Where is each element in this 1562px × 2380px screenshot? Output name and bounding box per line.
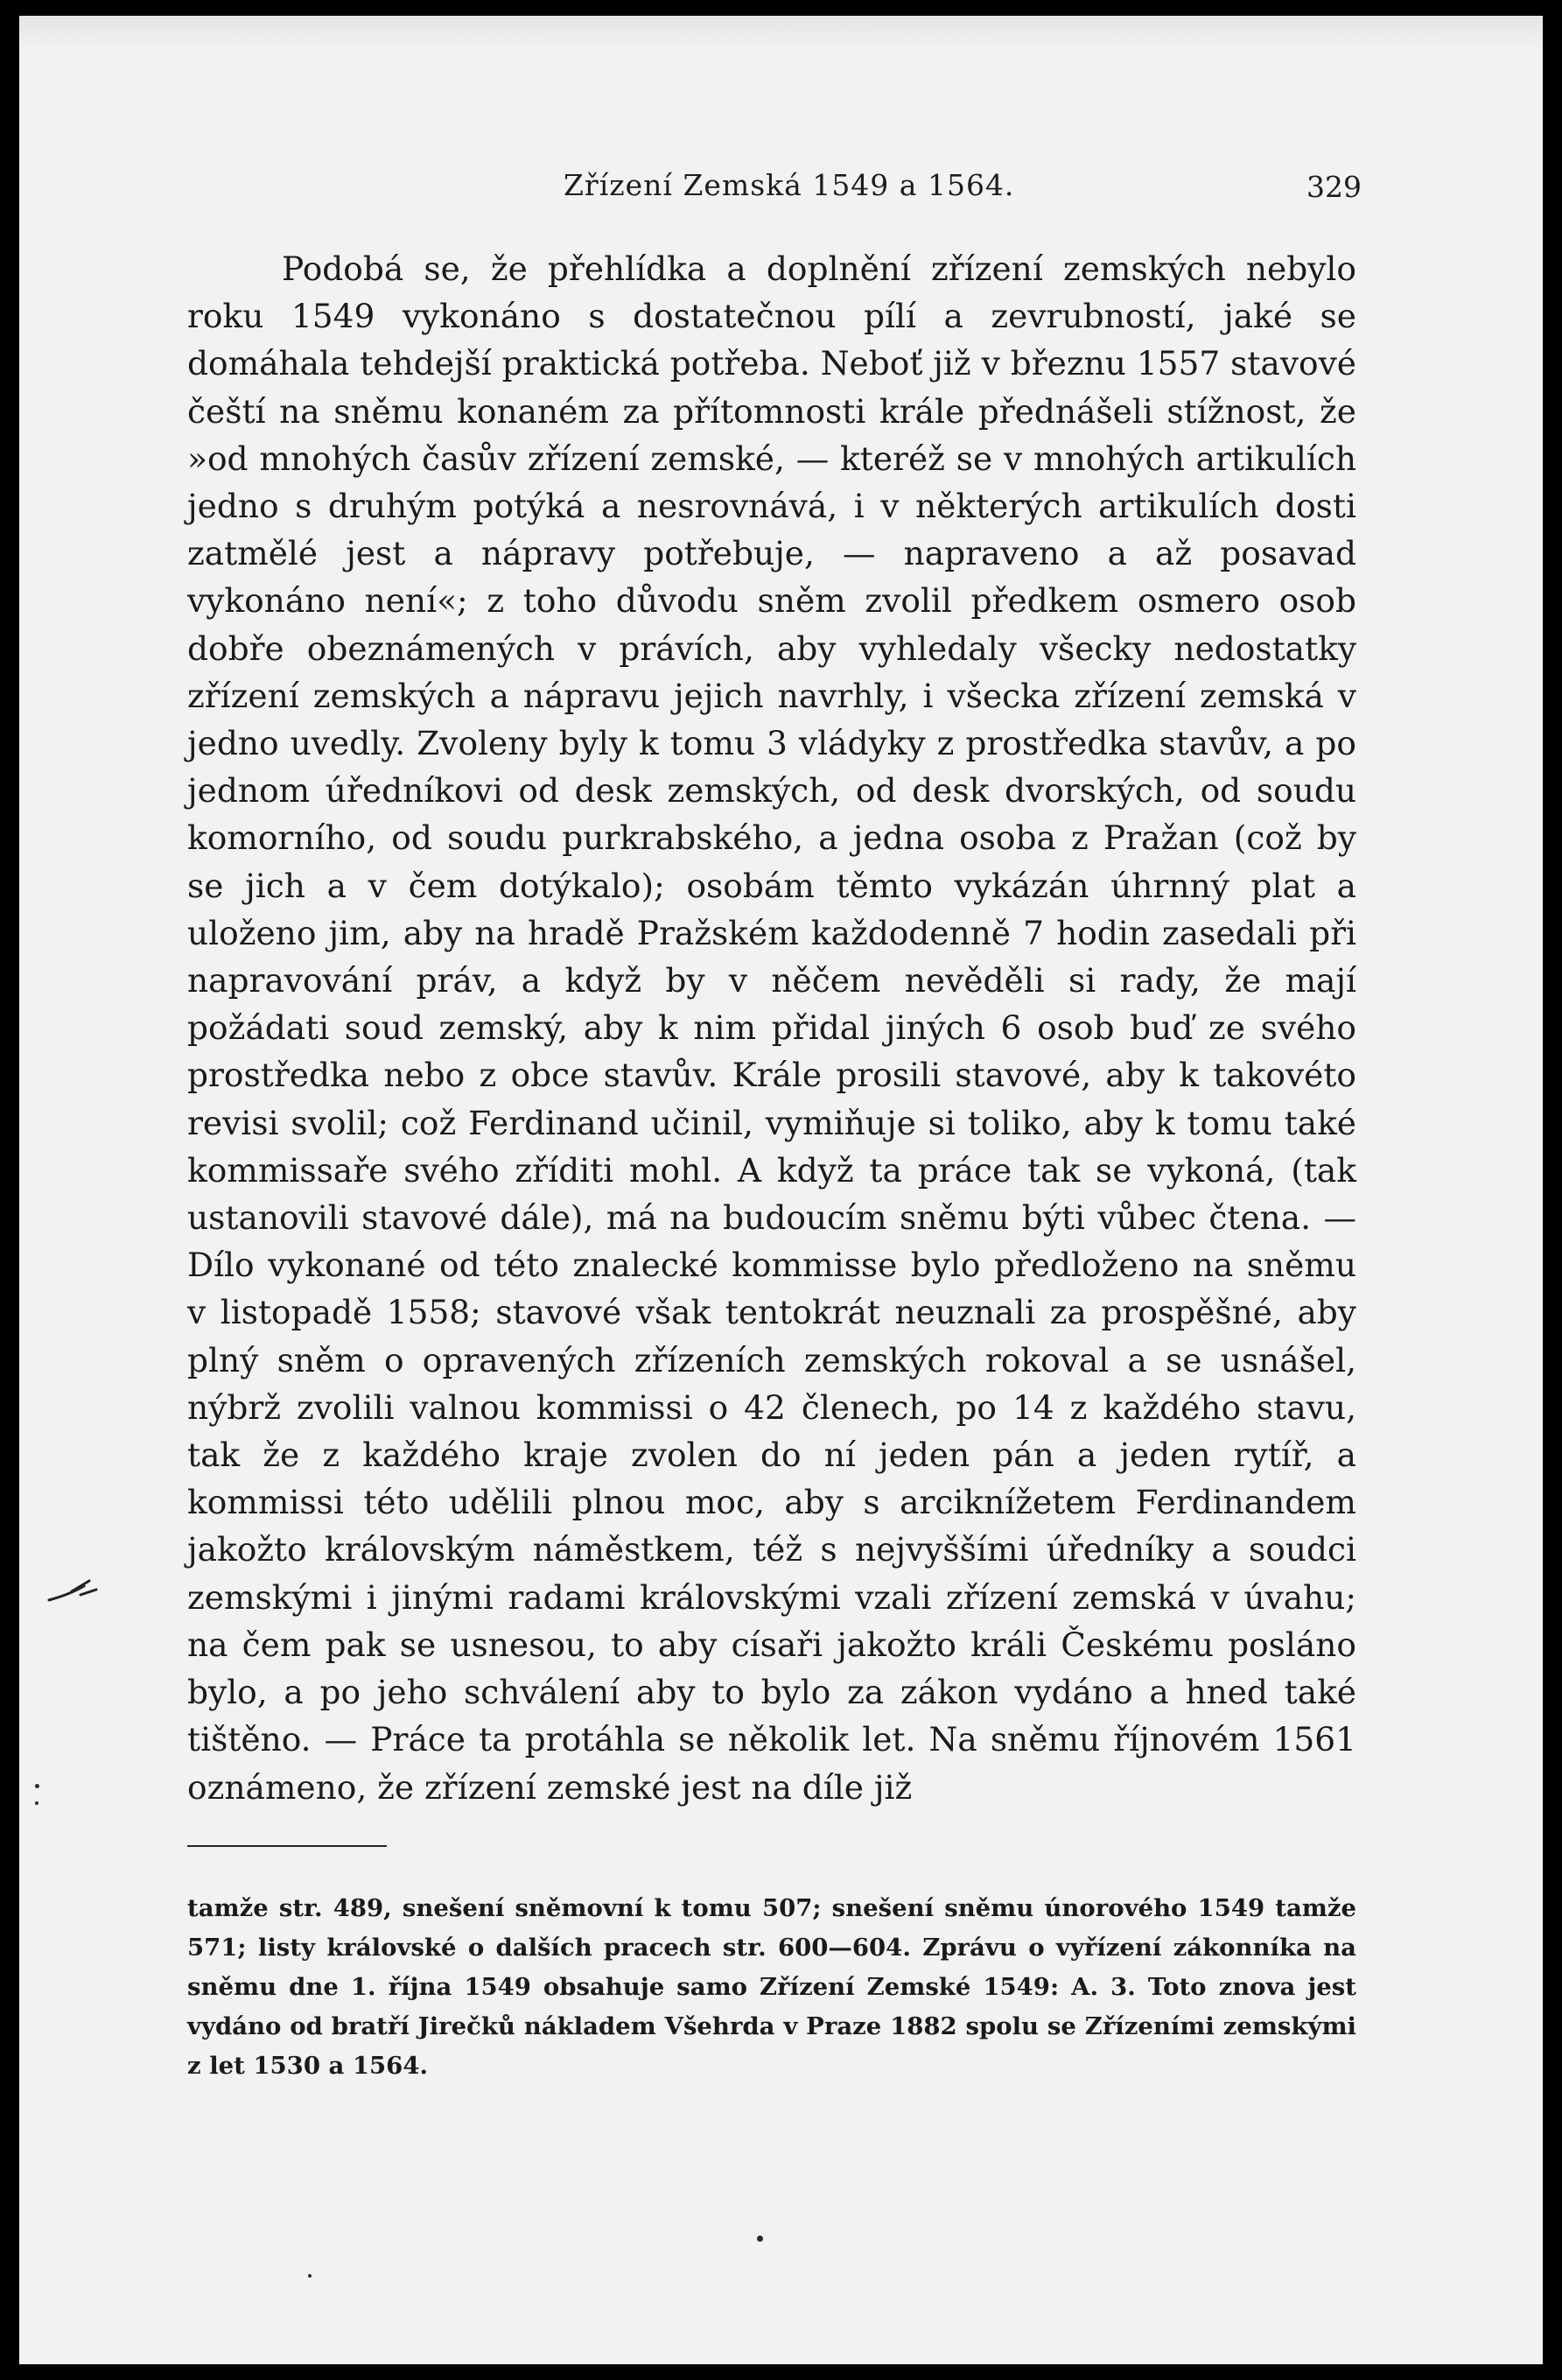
footnote-text: tamže str. 489, snešení sněmovní k tomu 507; snešení sněmu únorového 1549 tamže 571; listy královské o dalších pracech str. 600—604. Zprávu o vyřízení zákonníka na sněmu dne 1. října 1549 obsahuje samo Zřízení Zemské 1549: A. 3. Toto znova jest vydáno od bratří Jirečků nákladem Všehrda v Praze 1882 spolu se Zřízeními zemskými z let 1530 a 1564. <box>187 1894 1356 2080</box>
scan-edge-shadow <box>19 16 1543 51</box>
page-header <box>19 156 1543 208</box>
footnote-separator-rule <box>187 1845 387 1847</box>
margin-dot-2 <box>35 1801 39 1805</box>
running-title: Zřízení Zemská 1549 a 1564. <box>564 168 1015 202</box>
margin-pencil-mark-icon <box>46 1574 107 1609</box>
book-page <box>19 16 1543 2364</box>
page-number: 329 <box>1306 170 1362 204</box>
bottom-left-dot <box>308 2274 312 2278</box>
body-paragraph: Podobá se, že přehlídka a doplnění zřízení zemských nebylo roku 1549 vykonáno s dostatečnou pílí a zevrubností, jaké se domáhala tehdejší praktická potřeba. Neboť již v březnu 1557 stavové čeští na sněmu konaném za přítomnosti krále přednášeli stížnost, že »od mnohých časův zřízení zemské, — kteréž se v mnohých artikulích jedno s druhým potýká a nesrovnává, i v některých artikulích dosti zatmělé jest a nápravy potřebuje, — napraveno a až posavad vykonáno není«; z toho důvodu sněm zvolil předkem osmero osob dobře obeznámených v právích, aby vyhledaly všecky nedostatky zřízení zemských a nápravu jejich navrhly, i všecka zřízení zemská v jedno uvedly. Zvoleny byly k tomu 3 vládyky z prostředka stavův, a po jednom úředníkovi od desk zemských, od desk dvorských, od soudu komorního, od soudu purkrabského, a jedna osoba z Pražan (což by se jich a v čem dotýkalo); osobám těmto vykázán úhrnný plat a uloženo jim, aby na hradě Pražském každodenně 7 hodin zasedali při napravování práv, a když by v něčem nevěděli si rady, že mají požádati soud zemský, aby k nim přidal jiných 6 osob buď ze svého prostředka nebo z obce stavův. Krále prosili stavové, aby k takovéto revisi svolil; což Ferdinand učinil, vymiňuje si toliko, aby k tomu také kommissaře svého zříditi mohl. A když ta práce tak se vykoná, (tak ustanovili stavové dále), má na budoucím sněmu býti vůbec čtena. — Dílo vykonané od této znalecké kommisse bylo předloženo na sněmu v listopadě 1558; stavové však tentokrát neuznali za prospěšné, aby plný sněm o opravených zřízeních zemských rokoval a se usnášel, nýbrž zvolili valnou kommissi o 42 členech, po 14 z každého stavu, tak že z každého kraje zvolen do ní jeden pán a jeden rytíř, a kommissi této udělili plnou moc, aby s arciknížetem Ferdinandem jakožto královským náměstkem, též s nejvyššími úředníky a soudci zemskými i jinými radami královskými vzali zřízení zemská v úvahu; na čem pak se usnesou, to aby císaři jakožto králi Českému posláno bylo, a po jeho schválení aby to bylo za zákon vydáno a hned také tištěno. — Práce ta protáhla se několik let. Na sněmu říjnovém 1561 oznámeno, že zřízení zemské jest na díle již <box>187 249 1356 1807</box>
bottom-dot <box>757 2236 763 2242</box>
margin-dot-1 <box>35 1784 39 1788</box>
